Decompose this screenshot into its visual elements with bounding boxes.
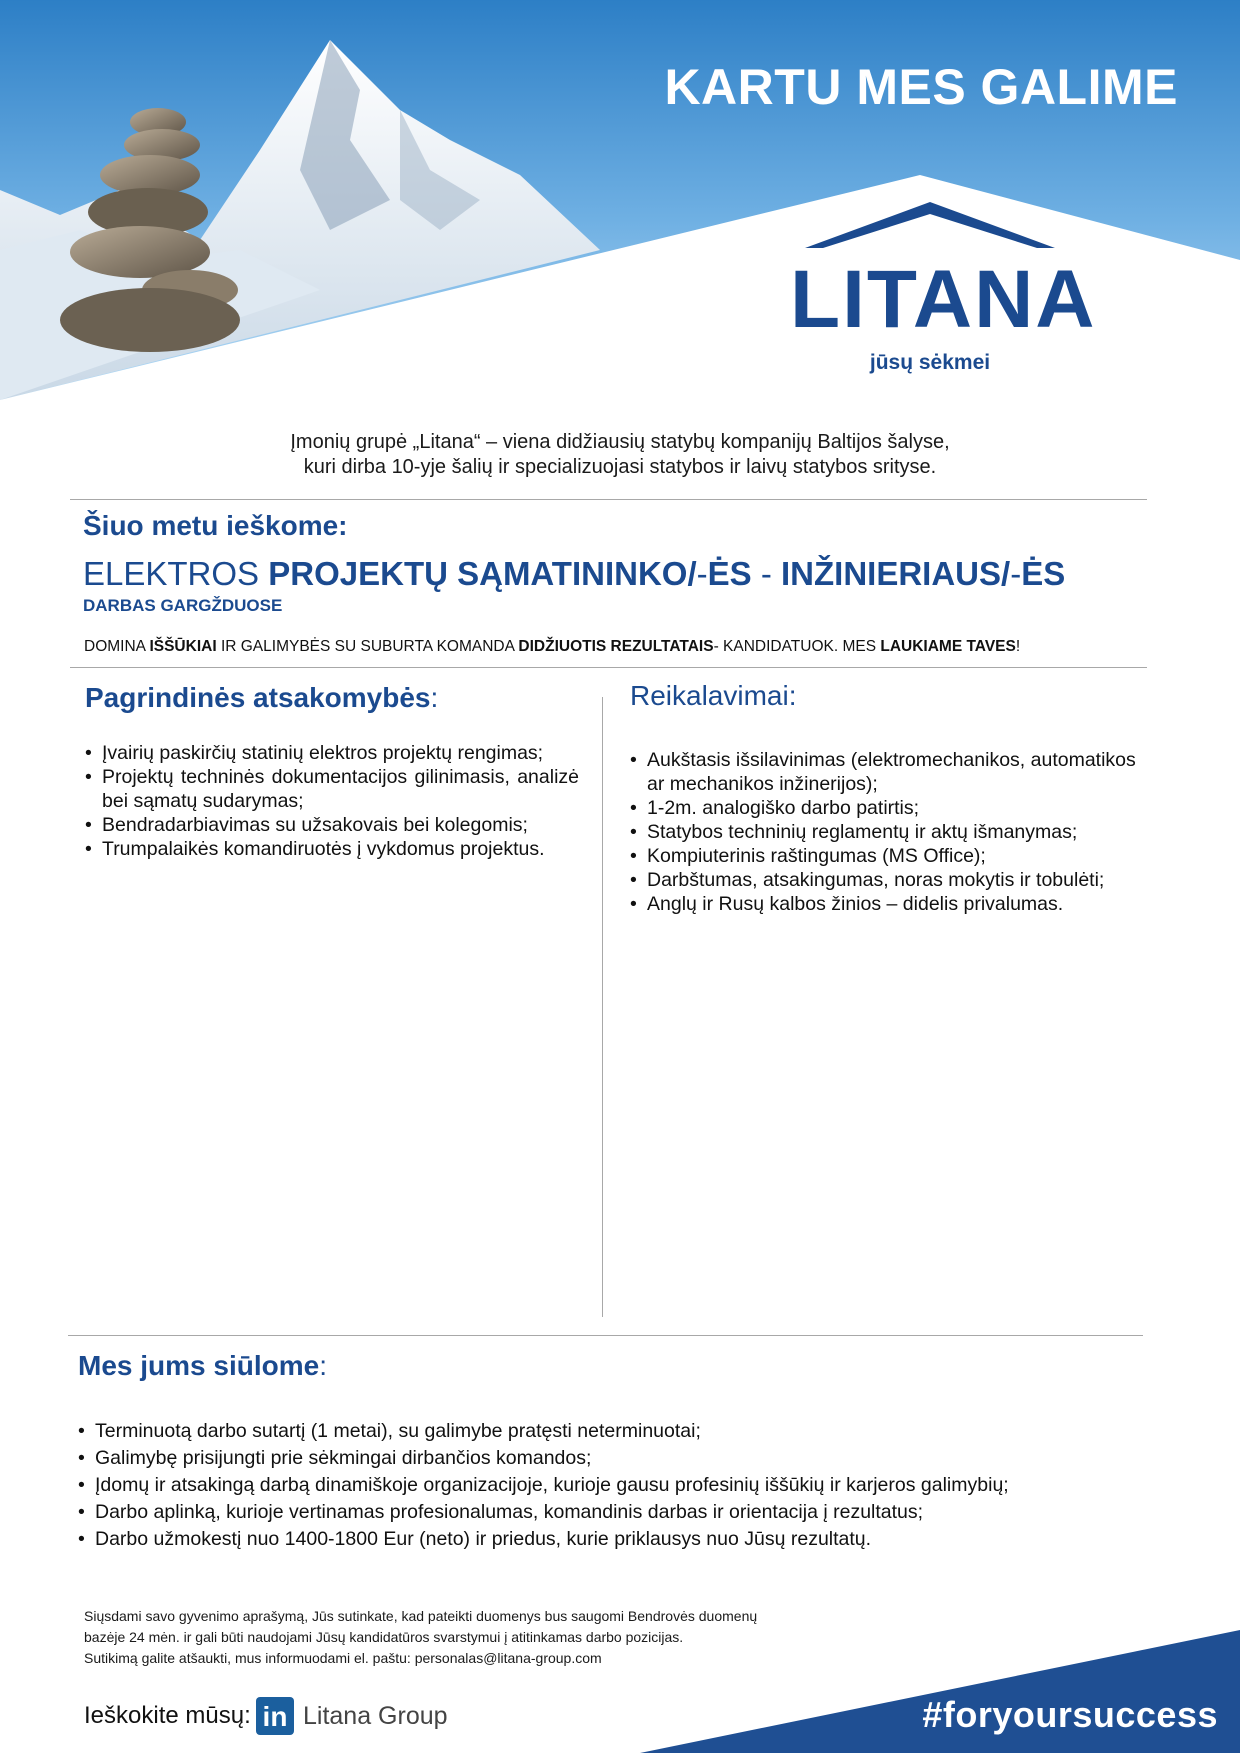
tagline-part: IR GALIMYBĖS SU SUBURTA KOMANDA	[216, 638, 519, 655]
intro-line-1: Įmonių grupė „Litana“ – viena didžiausių statybų kompanijų Baltijos šalyse,	[290, 431, 950, 453]
find-us-label: Ieškokite mūsų:	[84, 1702, 251, 1729]
title-sep-2: -	[751, 555, 781, 592]
company-logo	[790, 200, 1097, 375]
job-tagline	[84, 638, 1020, 656]
linkedin-link[interactable]: Litana Group	[303, 1702, 448, 1730]
divider-bottom	[68, 1335, 1143, 1336]
roof-logo-icon	[805, 200, 1055, 248]
responsibilities-list	[85, 741, 579, 861]
offer-title: Mes jums siūlome	[78, 1350, 320, 1381]
responsibilities-title: Pagrindinės atsakomybės	[85, 682, 431, 713]
title-part-2: ĖS	[707, 555, 752, 592]
title-sep-1: -	[696, 555, 708, 592]
list-item: • Darbštumas, atsakingumas, noras mokytis ir tobulėti;	[630, 868, 1150, 892]
title-part-4: ĖS	[1021, 555, 1066, 592]
requirements-heading: Reikalavimai:	[630, 680, 797, 711]
offer-heading	[78, 1350, 327, 1382]
hero-title: KARTU MES GALIME	[664, 59, 1178, 115]
offer-list	[78, 1418, 1178, 1553]
tagline-part: DOMINA	[84, 638, 150, 655]
list-item: • Statybos techninių reglamentų ir aktų išmanymas;	[630, 820, 1150, 844]
list-item: • Terminuotą darbo sutartį (1 metai), su galimybe pratęsti neterminuotai;	[78, 1418, 1178, 1445]
title-part-1: PROJEKTŲ SĄMATININKO/	[268, 555, 697, 592]
consent-line-3: Sutikimą galite atšaukti, mus informuodami el. paštu: personalas@litana-group.com	[84, 1650, 602, 1666]
list-item: • Projektų techninės dokumentacijos gilinimasis, analizė bei sąmatų sudarymas;	[85, 765, 579, 813]
hashtag: #foryoursuccess	[922, 1694, 1218, 1735]
consent-line-1: Siųsdami savo gyvenimo aprašymą, Jūs sutinkate, kad pateikti duomenys bus saugomi Bendrovės duomenų	[84, 1608, 758, 1624]
tagline-bold: DIDŽIUOTIS REZULTATAIS	[518, 638, 714, 655]
list-item: • Anglų ir Rusų kalbos žinios – didelis privalumas.	[630, 892, 1150, 916]
responsibilities-heading	[85, 682, 438, 714]
tagline-part: !	[1015, 638, 1021, 655]
offer-colon: :	[319, 1350, 327, 1381]
requirements-list	[630, 748, 1150, 916]
tagline-bold: LAUKIAME TAVES	[880, 638, 1016, 655]
intro-line-2: kuri dirba 10-yje šalių ir specializuojasi statybos ir laivų statybos srityse.	[303, 456, 937, 478]
consent-line-2: bazėje 24 mėn. ir gali būti naudojami Jūsų kandidatūros svarstymui į atitinkamas darbo pozicijas.	[84, 1629, 684, 1645]
list-item: • Įvairių paskirčių statinių elektros projektų rengimas;	[85, 741, 579, 765]
title-sep-3: -	[1010, 555, 1022, 592]
logo-tagline: jūsų sėkmei	[869, 351, 991, 374]
consent-notice	[84, 1606, 757, 1669]
position-title	[83, 555, 1065, 593]
list-item: • Galimybę prisijungti prie sėkmingai dirbančios komandos;	[78, 1445, 1178, 1472]
logo-wordmark: LITANA	[790, 254, 1097, 345]
title-prefix: ELEKTROS	[83, 555, 260, 592]
list-item: • Aukštasis išsilavinimas (elektromechanikos, automatikos ar mechanikos inžinerijos);	[630, 748, 1150, 796]
seeking-heading: Šiuo metu ieškome:	[83, 510, 348, 541]
tagline-bold: IŠŠŪKIAI	[149, 638, 217, 655]
title-part-3: INŽINIERIAUS/	[781, 555, 1011, 592]
column-divider	[602, 697, 603, 1317]
list-item: • Kompiuterinis raštingumas (MS Office);	[630, 844, 1150, 868]
list-item: • Darbo užmokestį nuo 1400-1800 Eur (neto) ir priedus, kurie priklausys nuo Jūsų rezultatų.	[78, 1526, 1178, 1553]
tagline-part: - KANDIDATUOK. MES	[713, 638, 881, 655]
divider-middle	[70, 667, 1147, 668]
responsibilities-colon: :	[430, 682, 439, 713]
job-location: DARBAS GARGŽDUOSE	[83, 596, 283, 615]
company-intro	[0, 430, 1240, 480]
divider-top	[70, 499, 1147, 500]
list-item: • Darbo aplinką, kurioje vertinamas profesionalumas, komandinis darbas ir orientacija į rezultatus;	[78, 1499, 1178, 1526]
list-item: • 1-2m. analogiško darbo patirtis;	[630, 796, 1150, 820]
linkedin-icon[interactable]: in	[256, 1697, 294, 1735]
list-item: • Bendradarbiavimas su užsakovais bei kolegomis;	[85, 813, 579, 837]
list-item: • Trumpalaikės komandiruotės į vykdomus projektus.	[85, 837, 579, 861]
list-item: • Įdomų ir atsakingą darbą dinamiškoje organizacijoje, kurioje gausu profesinių iššūkių ir karjeros galimybių;	[78, 1472, 1178, 1499]
